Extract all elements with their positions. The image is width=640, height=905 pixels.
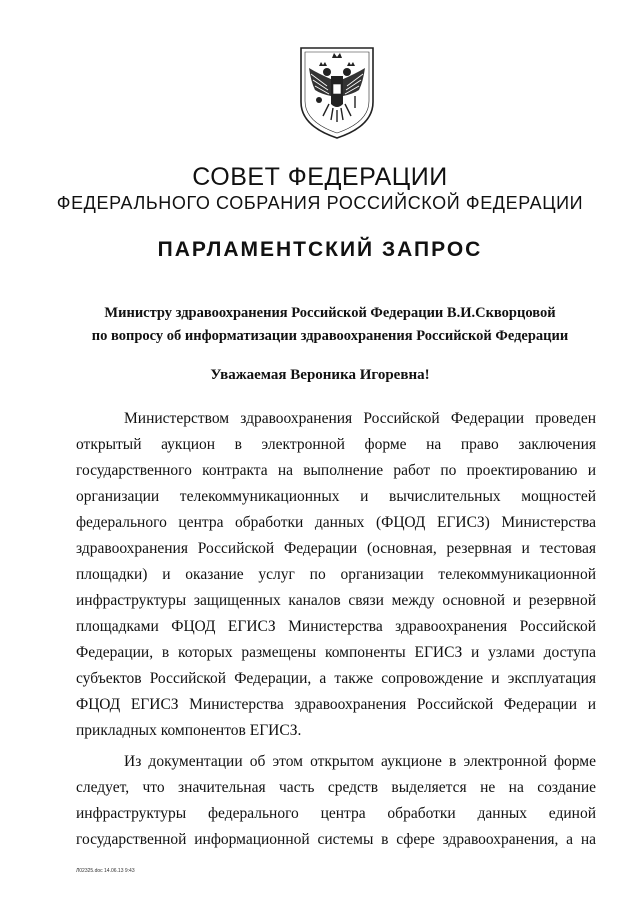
addressee-line-1: Министру здравоохранения Российской Федерации В.И.Скворцовой: [104, 305, 556, 321]
body-line: открытый аукцион в электронной форме на право заключения: [76, 436, 596, 453]
council-title: СОВЕТ ФЕДЕРАЦИИ: [192, 163, 448, 191]
body-line: Министерством здравоохранения Российской Федерации проведен: [124, 410, 596, 427]
body-line: площадками ФЦОД ЕГИСЗ Министерства здравоохранения Российской: [76, 618, 596, 635]
body-line: субъектов Российской Федерации, а также сопровождение и эксплуатация: [76, 670, 596, 687]
body-line: организации телекоммуникационных и вычислительных мощностей: [76, 488, 596, 505]
body-line: здравоохранения Российской Федерации (основная, резервная и тестовая: [76, 540, 596, 557]
body-line: прикладных компонентов ЕГИСЗ.: [76, 722, 302, 739]
body-line: инфраструктуры федерального центра обработки данных единой: [76, 805, 596, 822]
body-line: Федерации, в которых размещены компоненты ЕГИСЗ и узлами доступа: [76, 644, 596, 661]
addressee-line-2: по вопросу об информатизации здравоохранения Российской Федерации: [91, 328, 569, 344]
body-line: инфраструктуры защищенных каналов связи между основной и резервной: [76, 592, 596, 609]
body-line: следует, что значительная часть средств выделяется не на создание: [76, 779, 596, 796]
footer-file-stamp: Л02325.doc 14.06.13 9:43: [76, 868, 135, 874]
body-line: государственного контракта на выполнение работ по проектированию и: [76, 462, 596, 479]
body-line: государственной информационной системы в сфере здравоохранения, а на: [76, 831, 596, 848]
assembly-title: ФЕДЕРАЛЬНОГО СОБРАНИЯ РОССИЙСКОЙ ФЕДЕРАЦИИ: [56, 193, 584, 213]
body-line: ФЦОД ЕГИСЗ Министерства здравоохранения Российской Федерации и: [76, 696, 596, 713]
document-type-heading: ПАРЛАМЕНТСКИЙ ЗАПРОС: [157, 238, 483, 261]
body-line: Из документации об этом открытом аукционе в электронной форме: [124, 753, 596, 770]
double-headed-eagle-icon: [297, 44, 377, 140]
body-line: федерального центра обработки данных (ФЦОД ЕГИСЗ) Министерства: [76, 514, 596, 531]
body-line: площадки) и оказание услуг по организации телекоммуникационной: [76, 566, 596, 583]
greeting: Уважаемая Вероника Игоревна!: [210, 367, 430, 383]
